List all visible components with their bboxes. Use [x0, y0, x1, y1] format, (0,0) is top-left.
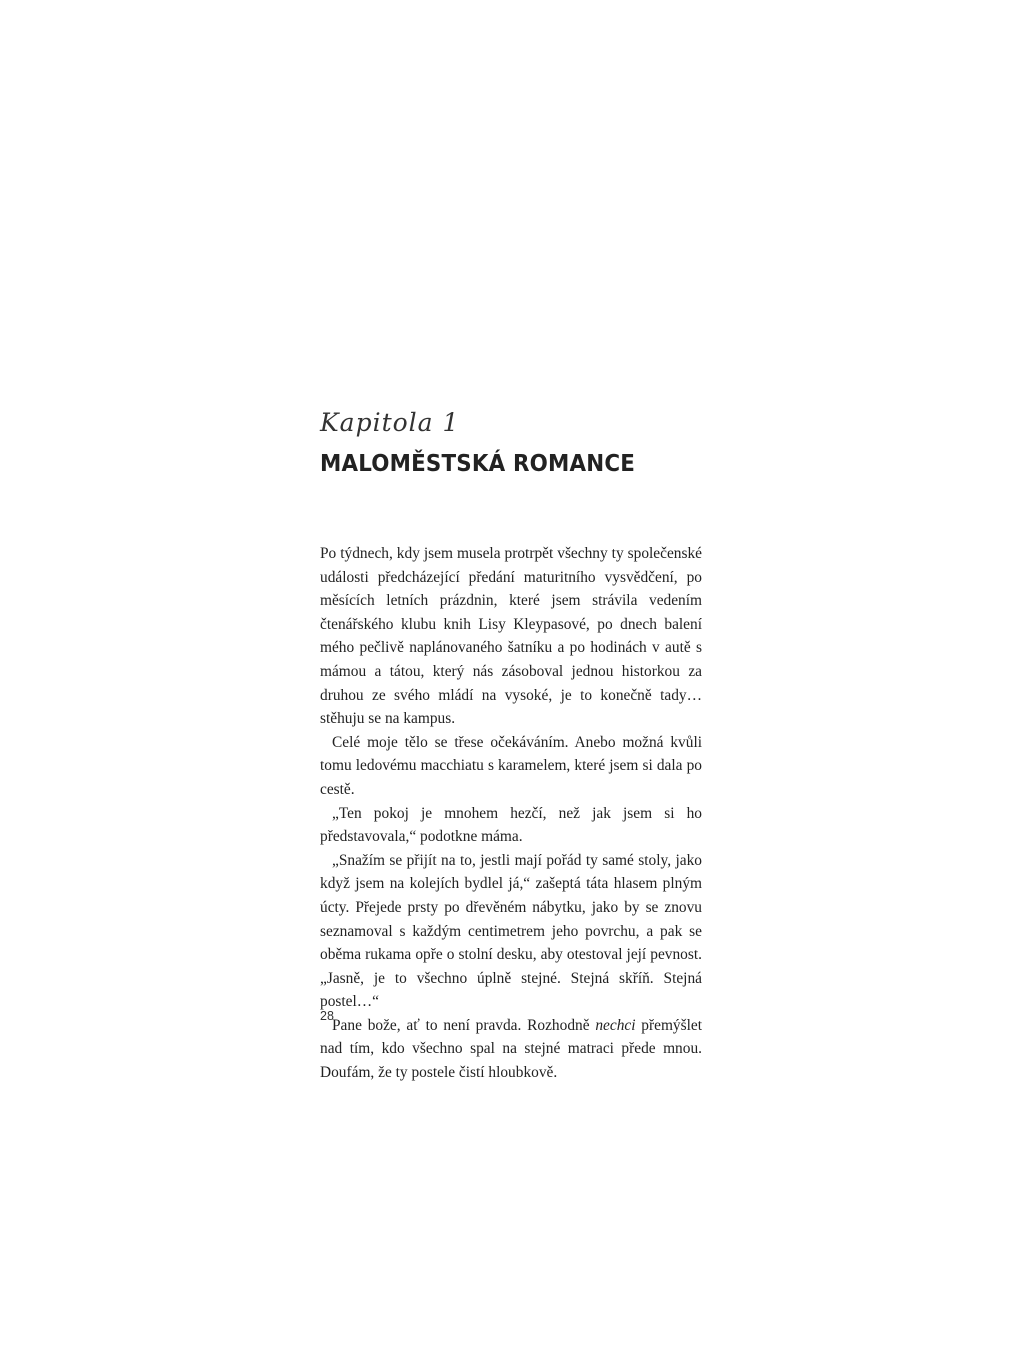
chapter-label: Kapitola 1 [320, 408, 460, 437]
chapter-title: MALOMĚSTSKÁ ROMANCE [320, 451, 636, 477]
page-number: 28 [320, 1009, 334, 1023]
paragraph-text: přemýšlet nad tím, kdo všechno spal na stejné matraci přede mnou. Doufám, že ty postele čistí hloubkově. [320, 1016, 702, 1082]
paragraph: „Snažím se přijít na to, jestli mají pořád ty samé stoly, jako když jsem na kolejích bydlel já,“ zašeptá táta hlasem plným úcty. Přejede prsty po dřevěném nábytku, jako by se znovu seznamoval s každým centimetrem jeho povrchu, a pak se oběma rukama opře o stolní desku, aby otestoval její pevnost. „Jasně, je to všechno úplně stejné. Stejná skříň. Stejná postel…“ [320, 851, 702, 1011]
paragraph: Celé moje tělo se třese očekáváním. Anebo možná kvůli tomu ledovému macchiatu s karamelem, které jsem si dala po cestě. [320, 733, 702, 798]
paragraph [320, 1014, 702, 1085]
body-text [320, 542, 702, 1085]
paragraph: „Ten pokoj je mnohem hezčí, než jak jsem si ho představovala,“ podotkne máma. [320, 804, 702, 846]
paragraph-text: Pane bože, ať to není pravda. Rozhodně [332, 1016, 596, 1034]
paragraph: Po týdnech, kdy jsem musela protrpět všechny ty společenské události předcházející předání maturitního vysvědčení, po měsících letních prázdnin, které jsem strávila vedením čtenářského klubu knih Lisy Kleypasové, po dnech balení mého pečlivě naplánovaného šatníku a po hodinách v autě s mámou a tátou, který nás zásoboval jednou historkou za druhou ze svého mládí na vysoké, je to konečně tady… stěhuju se na kampus. [320, 545, 702, 728]
emphasized-word: nechci [595, 1016, 636, 1034]
